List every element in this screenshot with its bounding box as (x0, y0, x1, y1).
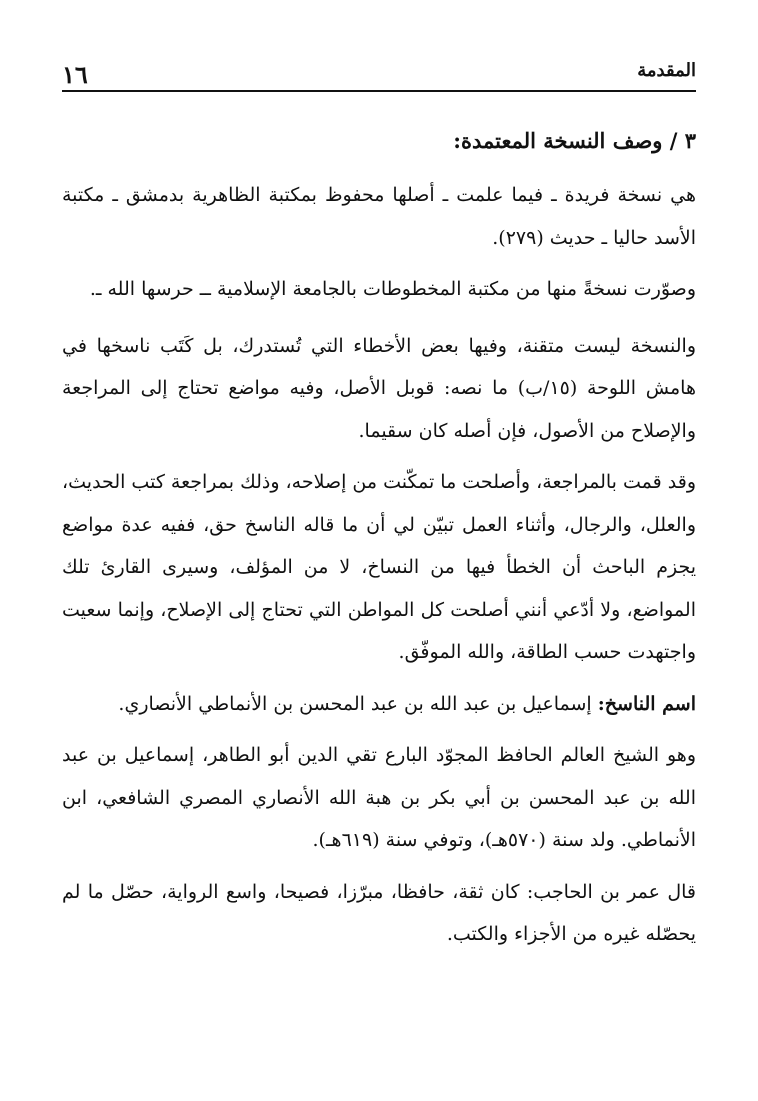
paragraph-copyist (62, 683, 696, 726)
paragraph-manuscript-location: هي نسخة فريدة ـ فيما علمت ـ أصلها محفوظ بمكتبة الظاهرية بدمشق ـ مكتبة الأسد حاليا ـ حديث (٢٧٩). (62, 184, 696, 249)
section-title: المقدمة (637, 60, 696, 81)
running-header (62, 56, 696, 90)
paragraph-copy-source: وصوّرت نسخةً منها من مكتبة المخطوطات بالجامعة الإسلامية ــ حرسها الله ـ. (89, 278, 696, 300)
copyist-label: اسم الناسخ: (597, 692, 696, 715)
copyist-name: إسماعيل بن عبد الله بن عبد المحسن بن الأنماطي الأنصاري. (118, 692, 598, 715)
paragraph-manuscript-quality: والنسخة ليست متقنة، وفيها بعض الأخطاء التي تُستدرك، بل كَتَب ناسخها في هامش اللوحة (١٥/ب) ما نصه: قوبل الأصل، وفيه مواضع تحتاج إلى المراجعة والإصلاح من الأصول، فإن أصله كان سقيما. (62, 334, 696, 442)
paragraph-copyist-biography: وهو الشيخ العالم الحافظ المجوّد البارع تقي الدين أبو الطاهر، إسماعيل بن عبد الله بن عبد المحسن بن أبي بكر بن هبة الله الأنصاري المصري الشافعي، ابن الأنماطي. ولد سنة (٥٧٠هـ)، وتوفي سنة (٦١٩هـ). (62, 744, 696, 851)
section-heading: ٣ / وصف النسخة المعتمدة: (453, 128, 696, 153)
paragraph-copyist-praise: قال عمر بن الحاجب: كان ثقة، حافظا، مبرّزا، فصيحا، واسع الرواية، حصّل ما لم يحصّله غيره من الأجزاء والكتب. (62, 880, 696, 945)
page-number: ١٦ (62, 60, 88, 89)
book-page (62, 56, 696, 965)
header-rule (62, 90, 696, 92)
paragraph-corrections: وقد قمت بالمراجعة، وأصلحت ما تمكّنت من إصلاحه، وذلك بمراجعة كتب الحديث، والعلل، والرجال، وأثناء العمل تبيّن لي أن ما قاله الناسخ حق، ففيه عدة مواضع يجزم الباحث أن الخطأ فيها من النساخ، لا من المؤلف، وسيرى القارئ تلك المواضع، ولا أدّعي أنني أصلحت كل المواطن التي تحتاج إلى الإصلاح، وإنما سعيت واجتهدت حسب الطاقة، والله الموفّق. (62, 471, 696, 663)
